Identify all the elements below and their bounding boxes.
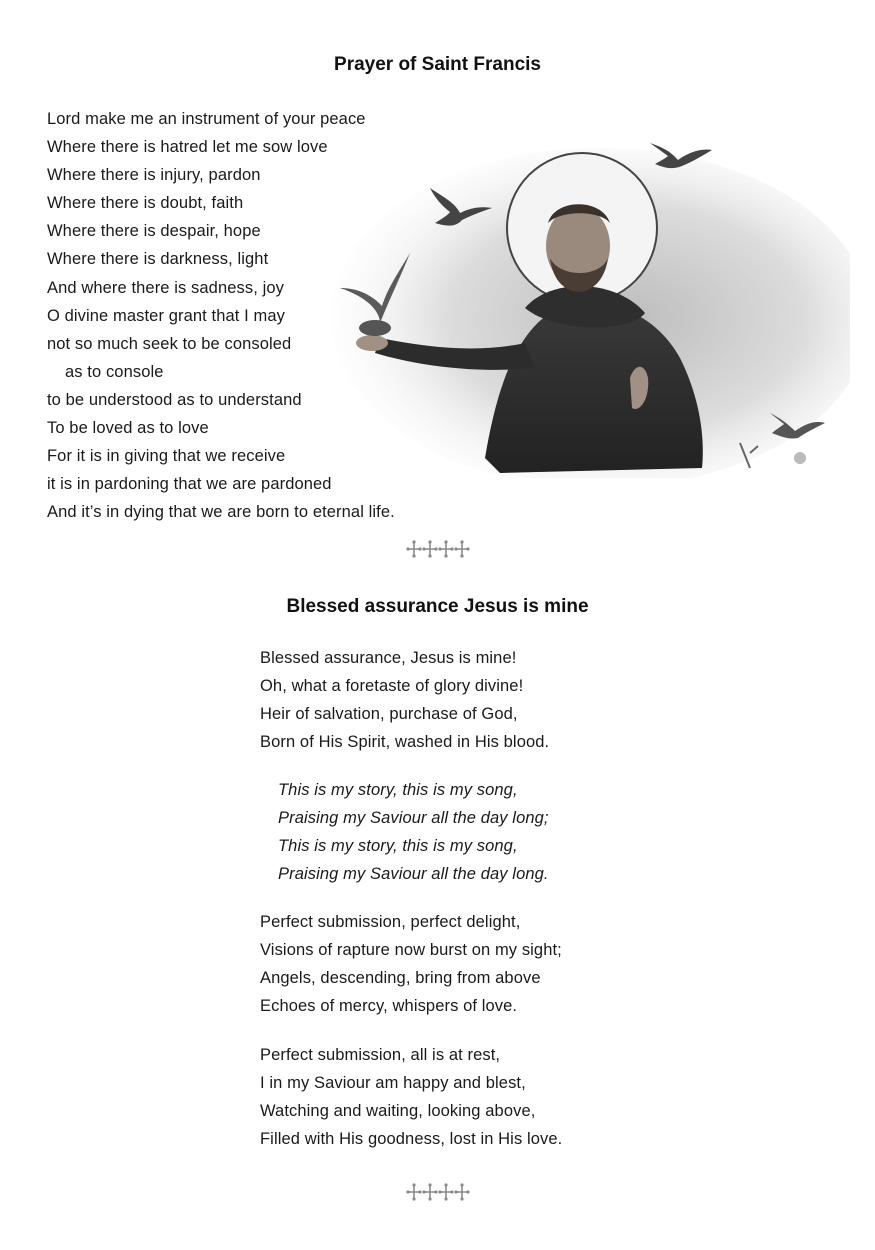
prayer-line: as to console	[65, 362, 164, 381]
hymn-line: Heir of salvation, purchase of God,	[260, 705, 518, 724]
section-divider	[0, 540, 875, 558]
prayer-line: Where there is injury, pardon	[47, 166, 261, 185]
hymn-line: Echoes of mercy, whispers of love.	[260, 997, 518, 1016]
four-crosses-ornament-icon	[406, 1183, 470, 1201]
prayer-line: To be loved as to love	[47, 419, 209, 438]
hymn-chorus	[278, 776, 549, 888]
hymn-line: Praising my Saviour all the day long;	[278, 809, 549, 828]
prayer-title: Prayer of Saint Francis	[334, 54, 541, 75]
hymn-line: Filled with His goodness, lost in His love.	[260, 1130, 563, 1149]
prayer-line: Where there is doubt, faith	[47, 194, 244, 213]
prayer-line: Where there is darkness, light	[47, 250, 269, 269]
prayer-line: to be understood as to understand	[47, 390, 302, 409]
prayer-line: For it is in giving that we receive	[47, 447, 286, 466]
hymn-line: Blessed assurance, Jesus is mine!	[260, 649, 517, 667]
prayer-text	[47, 105, 395, 526]
prayer-line: it is in pardoning that we are pardoned	[47, 475, 332, 494]
hymn-verse-1	[260, 644, 549, 756]
hymn-title: Blessed assurance Jesus is mine	[286, 596, 589, 617]
hymn-line: This is my story, this is my song,	[278, 837, 518, 856]
prayer-line: not so much seek to be consoled	[47, 334, 292, 353]
hymn-line: Oh, what a foretaste of glory divine!	[260, 677, 524, 696]
section-divider	[0, 1183, 875, 1201]
four-crosses-ornament-icon	[406, 540, 470, 558]
hymn-line: Praising my Saviour all the day long.	[278, 865, 549, 884]
hymn-verse-3	[260, 1041, 562, 1153]
hymn-line: Watching and waiting, looking above,	[260, 1102, 536, 1121]
hymn-line: Visions of rapture now burst on my sight;	[260, 941, 562, 960]
prayer-line: Lord make me an instrument of your peace	[47, 110, 366, 128]
hymn-line: I in my Saviour am happy and blest,	[260, 1074, 526, 1093]
hymn-line: Angels, descending, bring from above	[260, 969, 541, 988]
hymn-line: This is my story, this is my song,	[278, 781, 518, 799]
prayer-line: O divine master grant that I may	[47, 306, 285, 325]
prayer-line: And it’s in dying that we are born to eternal life.	[47, 503, 395, 522]
hymn-line: Perfect submission, all is at rest,	[260, 1046, 501, 1064]
hymn-line: Perfect submission, perfect delight,	[260, 913, 521, 931]
prayer-line: Where there is despair, hope	[47, 222, 261, 241]
hymn-line: Born of His Spirit, washed in His blood.	[260, 733, 550, 752]
hymn-verse-2	[260, 908, 562, 1020]
prayer-line: Where there is hatred let me sow love	[47, 138, 328, 157]
prayer-line: And where there is sadness, joy	[47, 278, 284, 297]
